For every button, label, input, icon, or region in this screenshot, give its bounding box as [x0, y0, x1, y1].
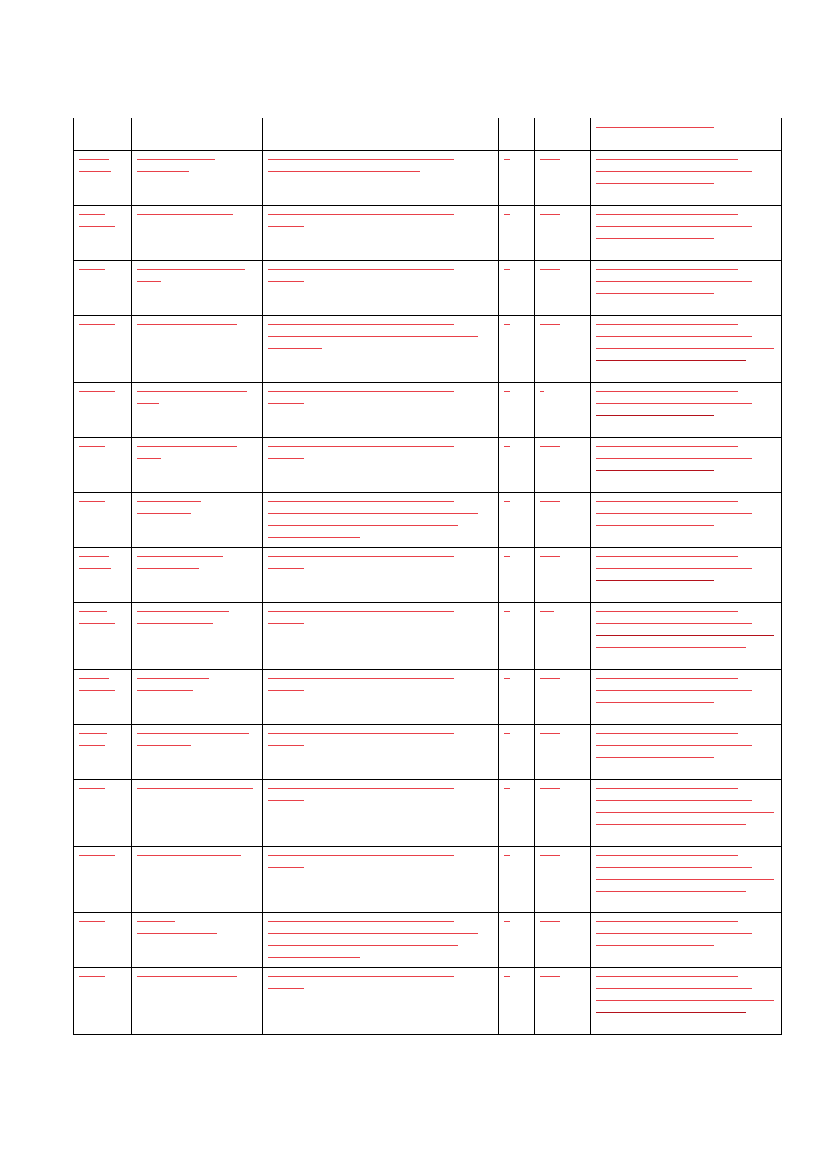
table-cell	[498, 547, 534, 602]
table-cell	[590, 382, 781, 437]
table-cell	[262, 150, 498, 205]
redaction-line	[596, 127, 714, 128]
table-cell	[590, 669, 781, 724]
redaction-line	[137, 403, 159, 404]
table-cell	[262, 912, 498, 967]
table-cell	[131, 205, 262, 260]
table-cell	[590, 205, 781, 260]
redaction-line	[79, 159, 109, 160]
redaction-line	[596, 800, 752, 801]
table-cell	[498, 492, 534, 547]
redaction-line	[268, 957, 360, 958]
table-cell	[73, 260, 131, 315]
table-cell	[534, 205, 590, 260]
redaction-line	[268, 788, 454, 789]
table-cell	[262, 547, 498, 602]
table-cell	[590, 967, 781, 1034]
redaction-line	[540, 921, 560, 922]
redaction-line	[268, 525, 458, 526]
table-cell	[131, 260, 262, 315]
table-cell	[131, 779, 262, 846]
redaction-line	[504, 324, 510, 325]
redaction-line	[596, 171, 752, 172]
redaction-line	[268, 348, 322, 349]
redaction-line	[268, 391, 454, 392]
redaction-line	[268, 623, 304, 624]
redaction-line	[596, 879, 774, 880]
redaction-line	[79, 855, 115, 856]
redaction-line	[596, 568, 752, 569]
redaction-line	[137, 391, 247, 392]
table-cell	[131, 437, 262, 492]
table-cell	[262, 779, 498, 846]
redaction-line	[596, 702, 714, 703]
redaction-line	[504, 391, 510, 392]
redaction-line	[268, 214, 454, 215]
table-cell	[262, 967, 498, 1034]
redaction-line	[596, 745, 752, 746]
table-cell	[498, 602, 534, 669]
table-cell	[498, 150, 534, 205]
redaction-line	[268, 921, 454, 922]
table-cell	[131, 118, 262, 150]
table-cell	[590, 492, 781, 547]
redaction-line	[137, 976, 237, 977]
redaction-line	[504, 611, 510, 612]
redaction-line	[79, 214, 105, 215]
redaction-line	[79, 171, 111, 172]
table-cell	[262, 205, 498, 260]
table-cell	[262, 315, 498, 382]
redaction-line	[79, 501, 105, 502]
redaction-line	[540, 159, 560, 160]
table-cell	[590, 118, 781, 150]
redaction-line	[268, 513, 478, 514]
redaction-line	[596, 824, 746, 825]
table-cell	[131, 669, 262, 724]
column-border	[781, 118, 782, 1035]
table-cell	[262, 437, 498, 492]
redaction-line	[268, 556, 454, 557]
redaction-line	[268, 281, 304, 282]
redaction-line	[137, 733, 249, 734]
table-cell	[498, 205, 534, 260]
redaction-line	[268, 501, 454, 502]
table-cell	[262, 724, 498, 779]
redaction-line	[268, 446, 454, 447]
redaction-line	[540, 324, 560, 325]
redaction-line	[504, 214, 510, 215]
redaction-line	[596, 623, 752, 624]
table-cell	[131, 315, 262, 382]
redaction-line	[596, 360, 746, 361]
redaction-line	[540, 391, 544, 392]
table-cell	[498, 437, 534, 492]
table-cell	[534, 492, 590, 547]
redaction-line	[540, 556, 560, 557]
redaction-line	[137, 458, 161, 459]
redaction-line	[596, 269, 738, 270]
redaction-line	[268, 976, 454, 977]
redaction-line	[540, 788, 560, 789]
redaction-line	[540, 269, 560, 270]
table-cell	[498, 724, 534, 779]
table-cell	[131, 846, 262, 912]
redaction-line	[504, 678, 510, 679]
redaction-line	[596, 635, 774, 636]
redaction-line	[137, 690, 193, 691]
redaction-line	[596, 1012, 746, 1013]
table-cell	[534, 437, 590, 492]
redaction-line	[596, 446, 738, 447]
redaction-line	[596, 556, 738, 557]
table-cell	[73, 492, 131, 547]
redaction-line	[596, 678, 738, 679]
table-cell	[131, 547, 262, 602]
table-cell	[262, 118, 498, 150]
redaction-line	[268, 611, 454, 612]
table-cell	[73, 150, 131, 205]
redaction-line	[137, 855, 241, 856]
table-cell	[498, 912, 534, 967]
redaction-line	[137, 501, 201, 502]
redaction-line	[79, 446, 105, 447]
redaction-line	[268, 403, 304, 404]
redaction-line	[268, 568, 304, 569]
table-cell	[73, 602, 131, 669]
redaction-line	[596, 403, 752, 404]
redaction-line	[596, 159, 738, 160]
redaction-line	[596, 988, 752, 989]
redaction-line	[268, 690, 304, 691]
table-cell	[498, 118, 534, 150]
redaction-line	[79, 976, 105, 977]
table-cell	[534, 846, 590, 912]
redaction-line	[504, 556, 510, 557]
redaction-line	[137, 324, 237, 325]
redaction-line	[79, 556, 109, 557]
table-cell	[262, 669, 498, 724]
redaction-line	[596, 855, 738, 856]
table-cell	[131, 912, 262, 967]
table-cell	[590, 437, 781, 492]
table-cell	[590, 150, 781, 205]
table-cell	[131, 150, 262, 205]
redaction-line	[268, 988, 304, 989]
redaction-line	[596, 921, 738, 922]
redaction-line	[268, 458, 304, 459]
redaction-line	[596, 867, 752, 868]
redaction-line	[137, 556, 223, 557]
table-cell	[73, 118, 131, 150]
redaction-line	[268, 336, 478, 337]
redaction-line	[596, 945, 714, 946]
redaction-line	[137, 921, 175, 922]
redaction-line	[596, 1000, 774, 1001]
redaction-line	[137, 159, 215, 160]
table-cell	[262, 260, 498, 315]
redaction-line	[137, 678, 209, 679]
redaction-line	[596, 324, 738, 325]
table-cell	[498, 779, 534, 846]
table-cell	[534, 118, 590, 150]
redaction-line	[596, 458, 752, 459]
redaction-line	[137, 513, 191, 514]
table-cell	[131, 724, 262, 779]
redaction-line	[504, 269, 510, 270]
redaction-line	[268, 745, 304, 746]
redaction-line	[137, 933, 217, 934]
table-cell	[262, 382, 498, 437]
redaction-line	[504, 855, 510, 856]
table-cell	[590, 724, 781, 779]
redaction-line	[79, 788, 105, 789]
redaction-line	[79, 623, 115, 624]
redaction-line	[79, 324, 115, 325]
redaction-line	[596, 281, 752, 282]
redaction-line	[596, 501, 738, 502]
table-cell	[534, 547, 590, 602]
redaction-line	[596, 757, 714, 758]
redaction-line	[540, 855, 560, 856]
redaction-line	[268, 324, 454, 325]
table-cell	[534, 967, 590, 1034]
redaction-line	[596, 348, 774, 349]
redaction-line	[79, 568, 111, 569]
redaction-line	[79, 921, 105, 922]
redaction-line	[79, 269, 105, 270]
redaction-line	[79, 745, 105, 746]
table-cell	[262, 492, 498, 547]
table-cell	[498, 315, 534, 382]
table-cell	[590, 315, 781, 382]
table-cell	[262, 602, 498, 669]
table-cell	[534, 912, 590, 967]
redaction-line	[137, 788, 253, 789]
redaction-line	[79, 690, 115, 691]
table-cell	[534, 779, 590, 846]
table-cell	[131, 492, 262, 547]
redaction-line	[137, 611, 229, 612]
redaction-line	[596, 611, 738, 612]
redaction-line	[268, 867, 304, 868]
table-cell	[498, 260, 534, 315]
table-cell	[534, 315, 590, 382]
table-cell	[73, 846, 131, 912]
redaction-line	[596, 336, 752, 337]
redaction-line	[268, 678, 454, 679]
redaction-line	[596, 525, 714, 526]
redaction-line	[596, 788, 738, 789]
redaction-line	[268, 933, 478, 934]
redaction-line	[137, 568, 199, 569]
table-cell	[534, 382, 590, 437]
table-cell	[498, 669, 534, 724]
redaction-line	[268, 159, 454, 160]
redaction-line	[137, 171, 189, 172]
table-cell	[131, 382, 262, 437]
table-cell	[73, 315, 131, 382]
redaction-line	[596, 812, 774, 813]
redaction-line	[596, 391, 738, 392]
table-cell	[73, 724, 131, 779]
redaction-line	[137, 214, 233, 215]
table-cell	[534, 260, 590, 315]
redaction-line	[268, 855, 454, 856]
redaction-line	[596, 647, 746, 648]
table-cell	[590, 912, 781, 967]
table-cell	[534, 724, 590, 779]
redaction-line	[504, 159, 510, 160]
redaction-line	[596, 513, 752, 514]
table-cell	[131, 967, 262, 1034]
redaction-line	[540, 678, 560, 679]
redaction-line	[268, 171, 420, 172]
redaction-line	[540, 214, 560, 215]
table-cell	[590, 846, 781, 912]
table-cell	[534, 150, 590, 205]
redaction-line	[596, 214, 738, 215]
redaction-line	[268, 226, 304, 227]
table-cell	[534, 602, 590, 669]
table-cell	[73, 912, 131, 967]
table-cell	[498, 382, 534, 437]
redaction-line	[596, 933, 752, 934]
table-cell	[73, 669, 131, 724]
table-cell	[498, 967, 534, 1034]
redaction-line	[504, 976, 510, 977]
table-cell	[534, 669, 590, 724]
redaction-line	[79, 226, 115, 227]
redaction-line	[596, 293, 714, 294]
redaction-line	[596, 976, 738, 977]
table-cell	[590, 779, 781, 846]
redaction-line	[268, 945, 458, 946]
redaction-line	[540, 501, 560, 502]
redaction-line	[268, 537, 360, 538]
table-cell	[131, 602, 262, 669]
table-cell	[590, 602, 781, 669]
redaction-line	[137, 281, 161, 282]
redaction-line	[268, 269, 454, 270]
redaction-line	[596, 226, 752, 227]
redaction-line	[596, 238, 714, 239]
table-cell	[73, 437, 131, 492]
redaction-line	[596, 690, 752, 691]
redaction-line	[79, 678, 109, 679]
redaction-line	[596, 733, 738, 734]
redaction-line	[79, 733, 107, 734]
redaction-line	[540, 976, 560, 977]
table-cell	[262, 846, 498, 912]
redaction-line	[540, 611, 554, 612]
redaction-line	[596, 580, 714, 581]
redaction-line	[596, 470, 714, 471]
table-cell	[498, 846, 534, 912]
redaction-line	[596, 415, 714, 416]
table-cell	[590, 547, 781, 602]
redaction-line	[540, 446, 560, 447]
redaction-line	[596, 183, 714, 184]
table-cell	[590, 260, 781, 315]
table-cell	[73, 779, 131, 846]
redaction-line	[268, 733, 454, 734]
redaction-line	[504, 921, 510, 922]
redaction-line	[504, 446, 510, 447]
redaction-line	[268, 800, 304, 801]
redaction-line	[504, 501, 510, 502]
redaction-line	[79, 391, 115, 392]
row-border	[73, 1034, 782, 1035]
redaction-line	[540, 733, 560, 734]
redaction-line	[137, 446, 237, 447]
table-cell	[73, 967, 131, 1034]
redaction-line	[137, 745, 191, 746]
redaction-line	[504, 733, 510, 734]
redaction-line	[596, 891, 746, 892]
table-cell	[73, 382, 131, 437]
redaction-line	[137, 269, 245, 270]
table-cell	[73, 205, 131, 260]
redaction-line	[79, 611, 107, 612]
redaction-line	[137, 623, 213, 624]
redaction-line	[504, 788, 510, 789]
table-cell	[73, 547, 131, 602]
